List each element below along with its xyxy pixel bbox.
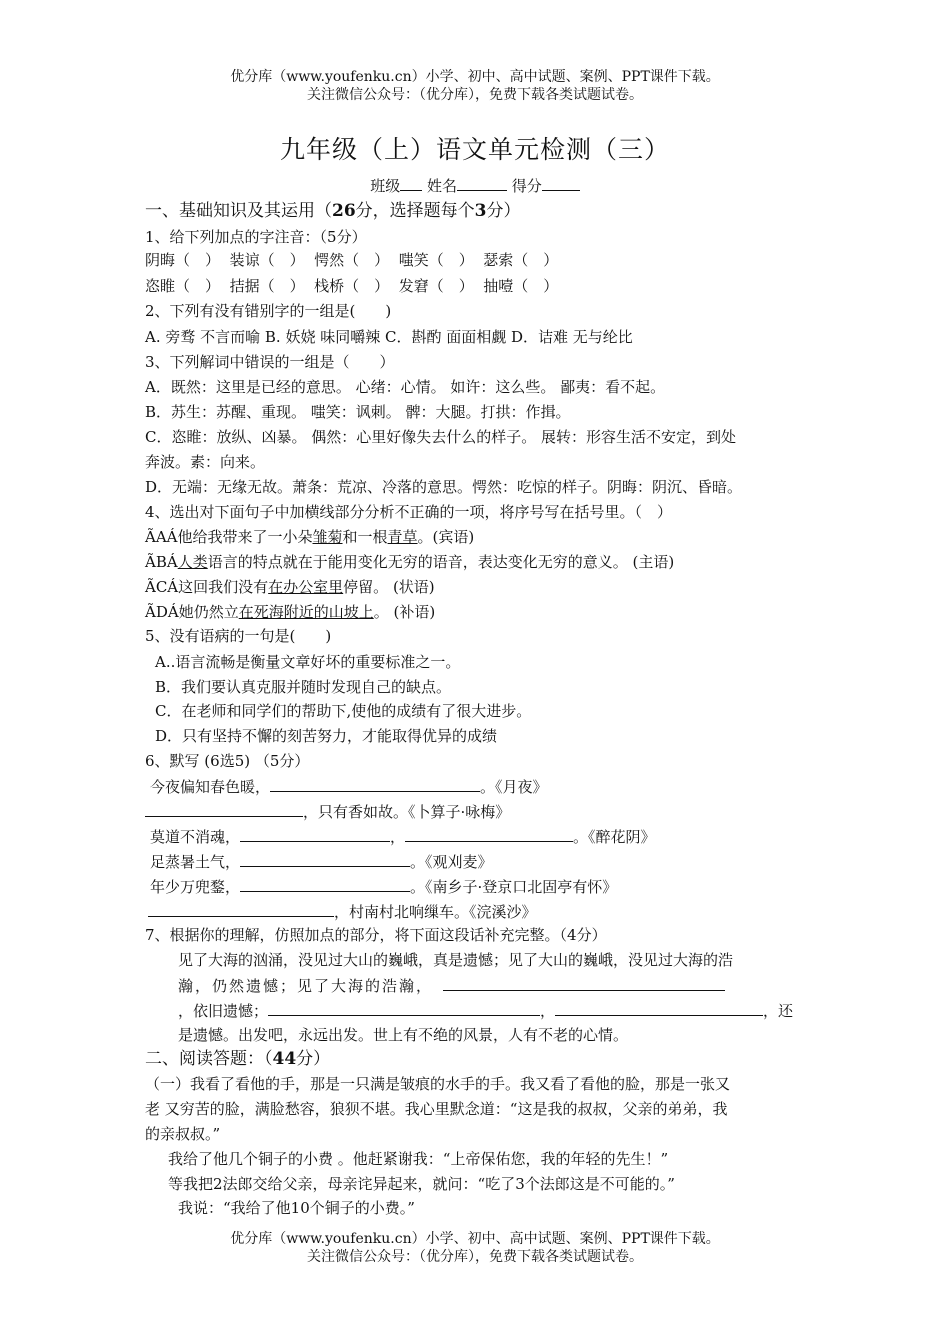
q3-option-c: C．恣睢：放纵、凶暴。 偶然：心里好像失去什么的样子。 展转：形容生活不安定，到处 [145, 428, 737, 446]
q2-options: A. 旁骛 不言而喻 B. 妖娆 味同嚼辣 C．斟酌 面面相觑 D．诘难 无与纶比 [145, 328, 633, 346]
reading-paragraph-line: 我说：“我给了他10个铜子的小费。” [178, 1199, 415, 1217]
q3-option-b: B．苏生：苏醒、重现。 嗤笑：讽刺。 髀：大腿。打拱：作揖。 [145, 403, 571, 421]
q1-stem: 1、给下列加点的字注音：（5分） [145, 228, 367, 246]
watermark-header-line-1: 优分库（www.youfenku.cn）小学、初中、高中试题、案例、PPT课件下载。 [230, 69, 720, 85]
q4-stem: 4、选出对下面句子中加横线部分分析不正确的一项，将序号写在括号里。（ ） [145, 503, 673, 521]
q1-item: 拮据（ ） [229, 277, 305, 295]
q1-item: 栈桥（ ） [314, 277, 390, 295]
q1-item: 嗤笑（ ） [398, 251, 474, 269]
q1-item: 阴晦（ ） [145, 251, 221, 269]
q3-option-a: A．既然：这里是已经的意思。 心绪：心情。 如许：这么些。 鄙夷：看不起。 [145, 378, 666, 396]
q4-option-d: ÃDÁ她仍然立在死海附近的山坡上。 (补语) [145, 603, 436, 621]
q1-row-1 [145, 250, 558, 270]
q2-stem: 2、下列有没有错别字的一组是( ) [145, 302, 392, 320]
reading-paragraph-line: 我给了他几个铜子的小费 。他赶紧谢我：“上帝保佑您，我的年轻的先生！” [168, 1150, 669, 1168]
watermark-header-line-2: 关注微信公众号：（优分库），免费下载各类试题试卷。 [307, 87, 643, 103]
class-blank [400, 175, 422, 191]
q6-line-3: 莫道不消魂， ， 。《醉花阴》 [150, 828, 656, 846]
section-1-heading: 一、基础知识及其运用（26分，选择题每个3分） [145, 201, 521, 221]
name-label: 姓名 [426, 177, 457, 195]
q4-option-c: ÃCÁ这回我们没有在办公室里停留。 (状语) [145, 578, 435, 596]
q1-item: 愕然（ ） [314, 251, 390, 269]
q3-option-c-cont: 奔波。素：向来。 [145, 453, 266, 471]
section-2-heading: 二、阅读答题：（44分） [145, 1049, 331, 1069]
q5-option-a: A..语言流畅是衡量文章好坏的重要标准之一。 [155, 653, 461, 671]
page-title: 九年级（上）语文单元检测（三） [279, 135, 670, 164]
q5-option-b: B．我们要认真克服并随时发现自己的缺点。 [155, 678, 452, 696]
q1-row-2 [145, 276, 558, 296]
q7-stem: 7、根据你的理解，仿照加点的部分，将下面这段话补充完整。（4分） [145, 926, 607, 944]
q7-paragraph-line-2: 瀚，仍然遗憾；见了大海的浩瀚， [178, 975, 725, 996]
q4-option-a: ÃAÁ他给我带来了一小朵雏菊和一根青草。(宾语) [145, 528, 475, 546]
score-blank [542, 175, 580, 191]
student-info [0, 175, 950, 196]
q4-option-b: ÃBÁ人类语言的特点就在于能用变化无穷的语音，表达变化无穷的意义。 (主语) [145, 553, 675, 571]
q6-line-6: ，村南村北响缫车。《浣溪沙》 [148, 901, 537, 922]
q3-option-d: D．无端：无缘无故。萧条：荒凉、冷落的意思。愕然：吃惊的样子。阴晦：阴沉、昏暗。 [145, 478, 743, 496]
q1-item: 抽噎（ ） [483, 277, 559, 295]
q6-line-5: 年少万兜鍪， 。《南乡子·登京口北固亭有怀》 [150, 878, 618, 896]
q6-line-2: ，只有香如故。《卜算子·咏梅》 [145, 801, 510, 822]
q6-line-1: 今夜偏知春色暖， 。《月夜》 [150, 778, 548, 796]
reading-paragraph-line: （一）我看了看他的手，那是一只满是皱痕的水手的手。我又看了看他的脸，那是一张又 [145, 1075, 731, 1093]
score-label: 得分 [511, 177, 542, 195]
class-label: 班级 [370, 177, 401, 195]
q7-paragraph-line-1: 见了大海的汹涌，没见过大山的巍峨，真是遗憾；见了大山的巍峨，没见过大海的浩 [178, 951, 734, 969]
q7-paragraph-line-3: ，依旧遗憾； ， ，还 [178, 1002, 794, 1020]
q1-item: 发窘（ ） [398, 277, 474, 295]
q5-stem: 5、没有语病的一句是( ) [145, 627, 332, 645]
watermark-footer-line-1: 优分库（www.youfenku.cn）小学、初中、高中试题、案例、PPT课件下载。 [230, 1231, 720, 1247]
reading-paragraph-line: 等我把2法郎交给父亲，母亲诧异起来，就问：“吃了3个法郎这是不可能的。” [168, 1175, 675, 1193]
q6-stem: 6、默写 (6选5) （5分） [145, 752, 310, 770]
q1-item: 瑟索（ ） [483, 251, 559, 269]
watermark-footer-line-2: 关注微信公众号：（优分库），免费下载各类试题试卷。 [307, 1249, 643, 1265]
q5-option-c: C．在老师和同学们的帮助下,使他的成绩有了很大进步。 [155, 702, 532, 720]
q1-item: 装谅（ ） [229, 251, 305, 269]
q3-stem: 3、下列解词中错误的一组是（ ） [145, 353, 395, 371]
name-blank [457, 175, 507, 191]
q5-option-d: D．只有坚持不懈的刻苦努力，才能取得优异的成绩 [155, 727, 498, 745]
reading-paragraph-line: 老 又穷苦的脸，满脸愁容，狼狈不堪。我心里默念道：“这是我的叔叔，父亲的弟弟，我 [145, 1100, 728, 1118]
q6-line-4: 足蒸暑土气， 。《观刈麦》 [150, 853, 493, 871]
q7-paragraph-line-4: 是遗憾。出发吧，永远出发。世上有不绝的风景，人有不老的心情。 [178, 1026, 629, 1044]
reading-paragraph-line: 的亲叔叔。” [145, 1125, 221, 1143]
q1-item: 恣睢（ ） [145, 277, 221, 295]
